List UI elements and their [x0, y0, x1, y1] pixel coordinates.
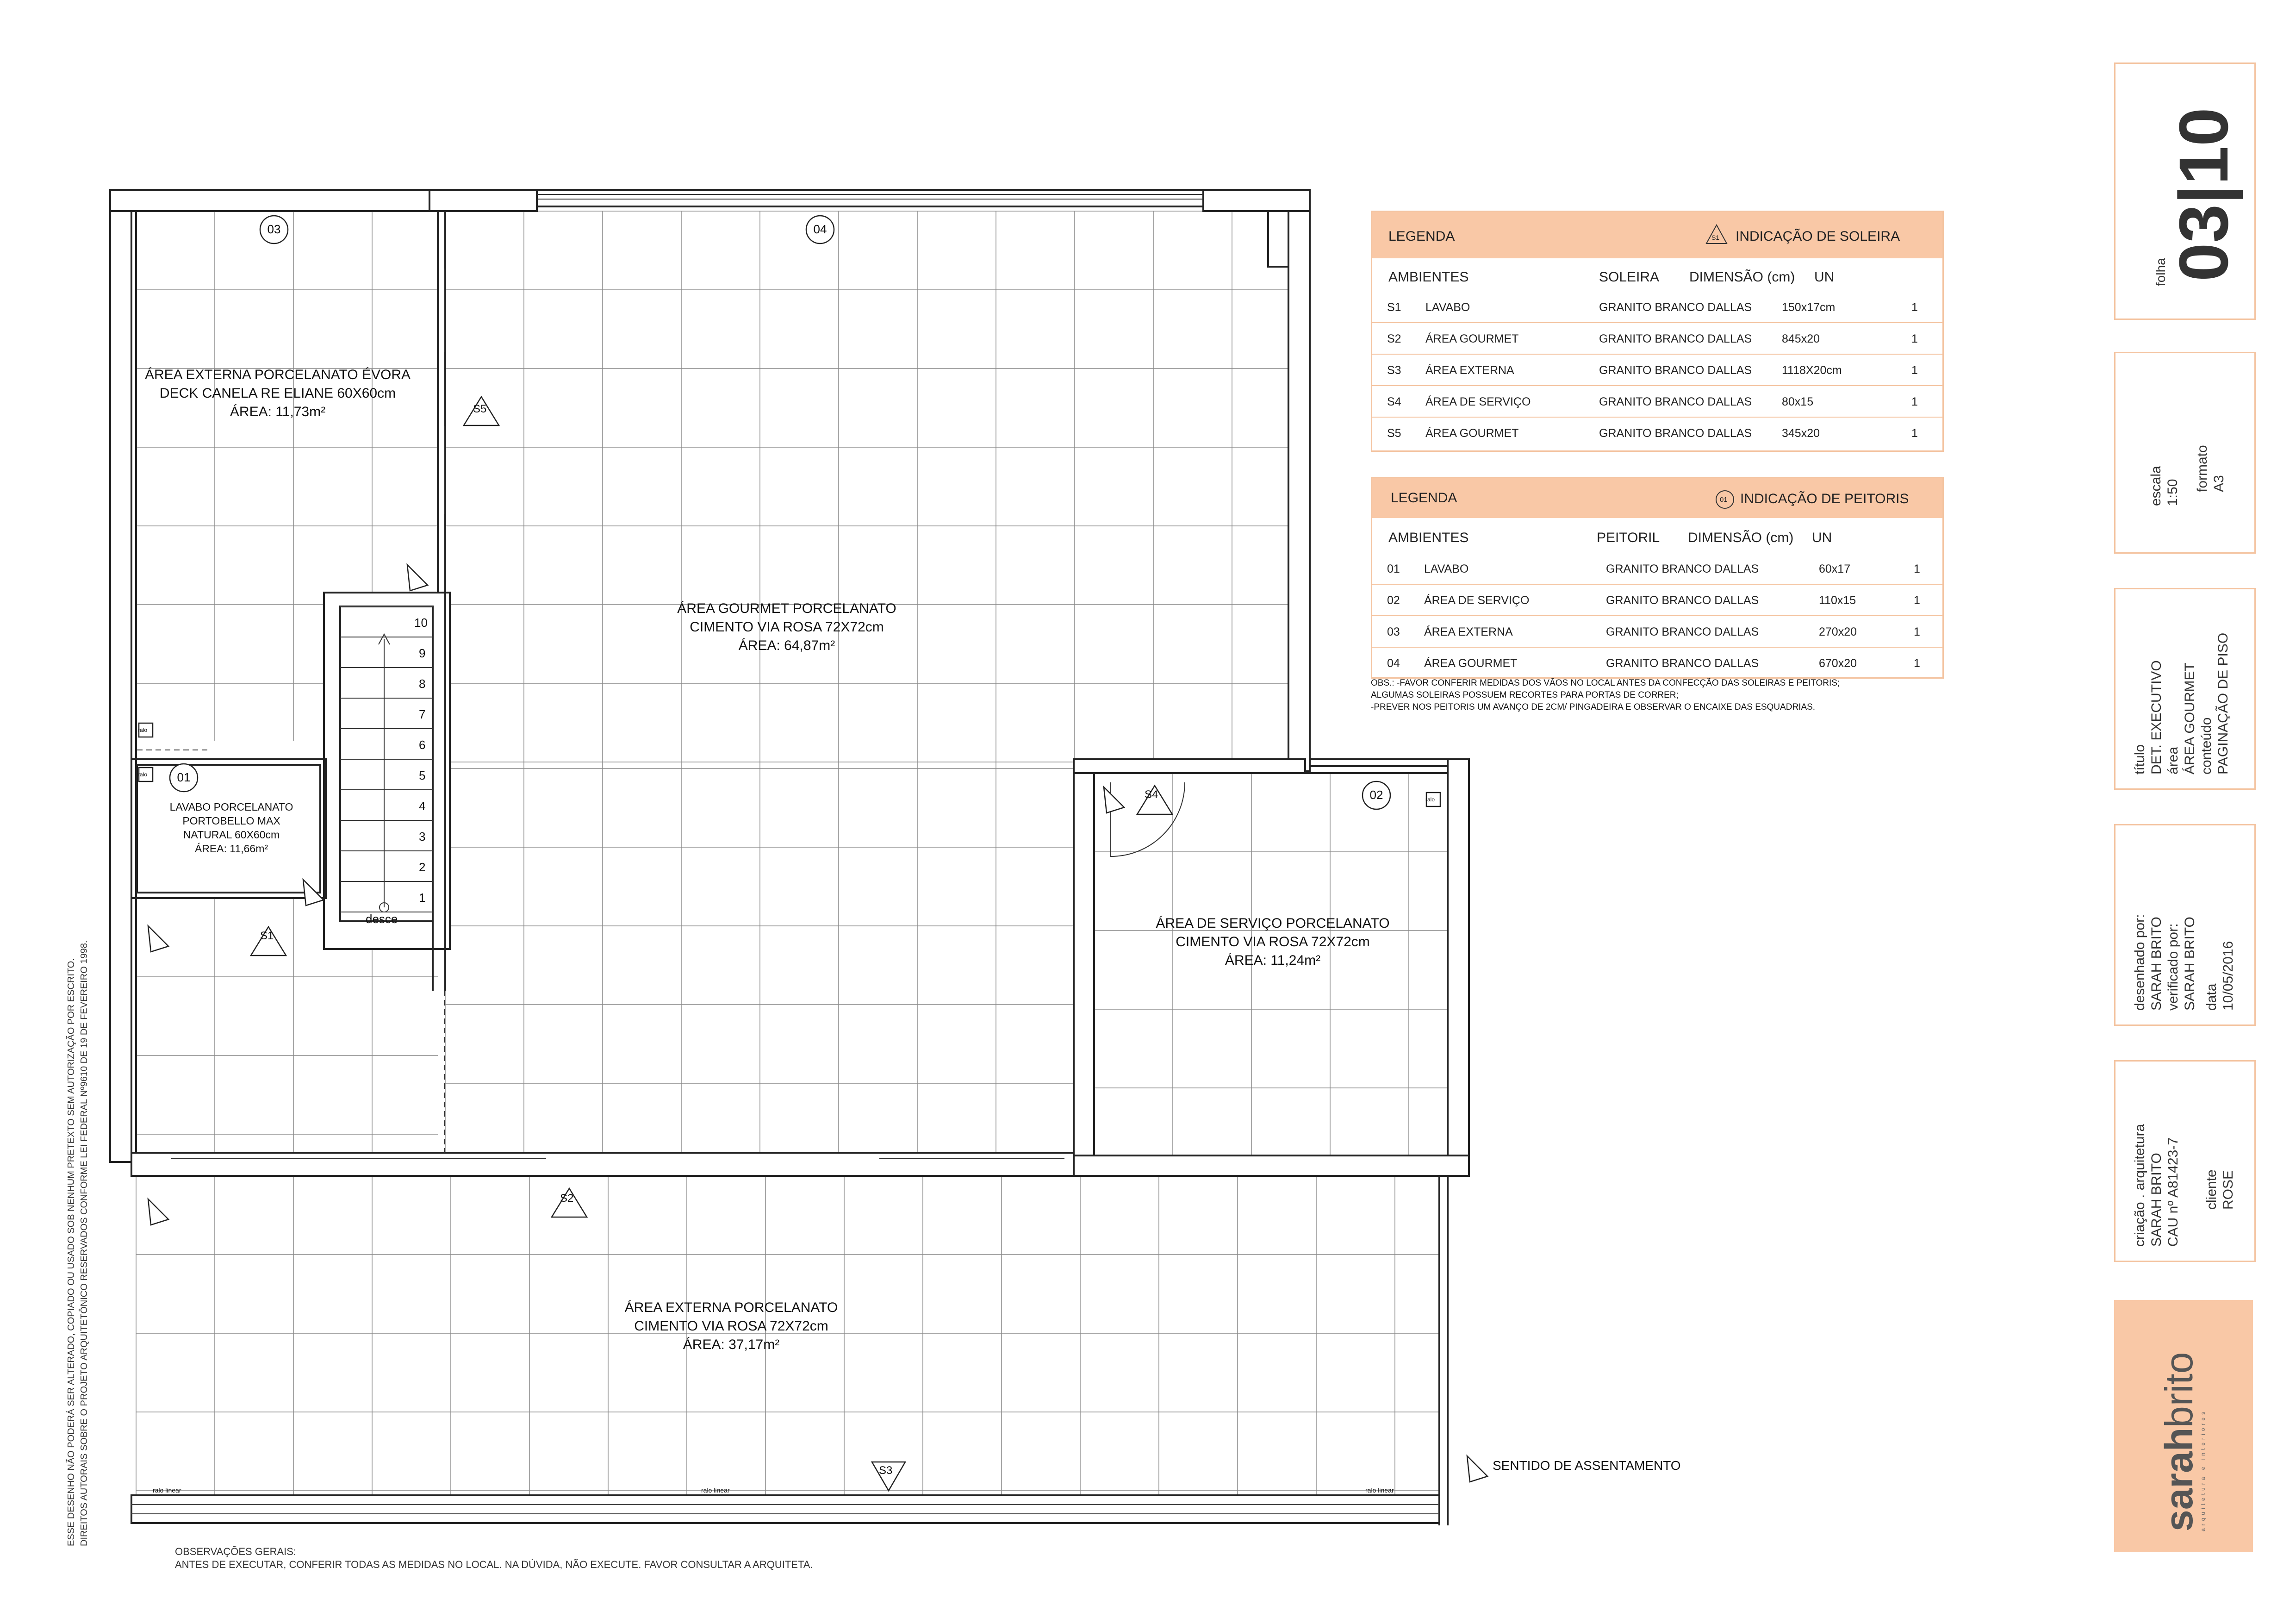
legend-soleira-rows [1372, 292, 1942, 448]
legend-peitoril-header [1372, 478, 1942, 518]
legend-cell: ÁREA GOURMET [1424, 657, 1518, 670]
stair-step-number: 4 [419, 799, 426, 813]
stair-step-number: 5 [419, 768, 426, 782]
legend-cell: GRANITO BRANCO DALLAS [1606, 625, 1759, 638]
brand-a: sarah [2157, 1427, 2201, 1531]
legend-cell: ÁREA GOURMET [1425, 332, 1519, 345]
verificado-value: SARAH BRITO [2182, 917, 2197, 1011]
brand-wordmark [2158, 1352, 2200, 1531]
brand-logo [2114, 1300, 2253, 1552]
room-number-03: 03 [267, 222, 281, 236]
title-block-autoria [2114, 824, 2256, 1026]
legend-cell: 03 [1387, 625, 1400, 638]
cliente-value: ROSE [2221, 1170, 2236, 1210]
legend-peitoril-columns [1372, 518, 1942, 553]
ralo-label-2: ralo [138, 771, 148, 778]
sentido-arrow-icon [1104, 787, 1124, 813]
legend-cell: GRANITO BRANCO DALLAS [1606, 594, 1759, 607]
brand-b: brito [2157, 1352, 2201, 1428]
legend-cell: 845x20 [1782, 332, 1820, 345]
ralo-label-1: ralo [138, 727, 148, 733]
legend-peitoril-indicator: INDICAÇÃO DE PEITORIS [1740, 491, 1909, 506]
room-label-01: LAVABO PORCELANATO PORTOBELLO MAX NATURAL 60X60cm ÁREA: 11,66m² [169, 801, 293, 855]
formato-block [2194, 445, 2228, 492]
legend-cell: ÁREA EXTERNA [1425, 364, 1514, 377]
legend-cell: 1 [1911, 427, 1918, 440]
legend-peitoril [1371, 477, 1944, 679]
legend-soleira-columns [1372, 258, 1942, 292]
legend-cell: LAVABO [1425, 301, 1470, 314]
folha-label: folha [2153, 258, 2168, 286]
col-ambientes: AMBIENTES [1388, 269, 1469, 285]
room-number-01: 01 [177, 770, 191, 784]
legend-cell: 670x20 [1819, 657, 1857, 670]
legend-cell: 80x15 [1782, 395, 1814, 408]
legend-soleira-title: LEGENDA [1388, 229, 1455, 244]
marker-s4: S4 [1145, 788, 1158, 801]
room-number-02: 02 [1369, 788, 1383, 802]
legend-soleira-indicator: INDICAÇÃO DE SOLEIRA [1736, 229, 1900, 244]
legend-cell: ÁREA DE SERVIÇO [1424, 594, 1530, 607]
tile-grid-room-04 [445, 211, 1288, 768]
escala-label: escala [2148, 466, 2164, 506]
brand-tagline: arquitetura e interiores [2200, 1409, 2206, 1531]
legend-row [1372, 292, 1942, 323]
legend-cell: GRANITO BRANCO DALLAS [1599, 427, 1752, 440]
conteudo-value: PAGINAÇÃO DE PISO [2215, 632, 2231, 775]
sentido-arrow-icon [1467, 1456, 1487, 1482]
legend-cell: ÁREA GOURMET [1425, 427, 1519, 440]
folha-number: 03|10 [2165, 107, 2242, 281]
data-block [2203, 941, 2237, 1011]
cliente-block [2203, 1169, 2237, 1210]
ralo-linear-label-1: ralo linear [153, 1487, 181, 1494]
cliente-label: cliente [2204, 1169, 2219, 1210]
ralo-linear-label-3: ralo linear [1365, 1487, 1394, 1494]
legend-cell: GRANITO BRANCO DALLAS [1599, 364, 1752, 377]
legend-cell: 1 [1914, 562, 1920, 575]
legend-cell: 345x20 [1782, 427, 1820, 440]
criacao-block [2132, 1124, 2182, 1247]
autoria-block [2132, 914, 2198, 1011]
criacao-label: criação . arquitetura [2132, 1124, 2147, 1247]
legend-soleira-symbol: S1 [1711, 234, 1720, 241]
legend-obs: OBS.: -FAVOR CONFERIR MEDIDAS DOS VÃOS NO LOCAL ANTES DA CONFECÇÃO DAS SOLEIRAS E PEITORIS; ALGUMAS SOLEIRAS POSSUEM RECORTES PARA PORTAS DE CORRER; -PREVER NOS PEITORIS UM AVANÇO DE 2CM/ PINGADEIRA E OBSERVAR O ENCAIXE DAS ESQUADRIAS. [1371, 678, 1840, 712]
legend-cell: S5 [1387, 427, 1401, 440]
room-label-external: ÁREA EXTERNA PORCELANATO CIMENTO VIA ROSA 72X72cm ÁREA: 37,17m² [624, 1300, 838, 1352]
marker-s1: S1 [260, 930, 274, 942]
escala-block [2148, 466, 2181, 506]
col-soleira: SOLEIRA [1599, 269, 1660, 285]
legend-soleira [1371, 211, 1944, 452]
legend-cell: 01 [1387, 562, 1400, 575]
legend-cell: 270x20 [1819, 625, 1857, 638]
legend-cell: S3 [1387, 364, 1401, 377]
legend-row [1372, 355, 1942, 386]
titulo-block [2132, 633, 2232, 775]
col-un: UN [1812, 530, 1832, 545]
legend-peitoril-rows [1372, 553, 1942, 678]
title-block-titulo [2114, 588, 2256, 790]
stair-step-number: 9 [419, 646, 426, 660]
formato-label: formato [2195, 445, 2210, 492]
legend-cell: 1 [1911, 395, 1918, 408]
stair-step-number: 3 [419, 830, 426, 843]
legend-cell: S4 [1387, 395, 1401, 408]
legend-cell: 110x15 [1819, 594, 1856, 607]
title-block-criacao [2114, 1060, 2256, 1262]
criacao-value: SARAH BRITO [2149, 1153, 2164, 1247]
legend-cell: 1 [1911, 364, 1918, 377]
legend-soleira-header [1372, 212, 1942, 258]
verificado-label: verificado por: [2165, 923, 2181, 1011]
tile-grid-gourmet-lower [445, 768, 1074, 1153]
legend-row [1372, 323, 1942, 355]
stair-step-number: 8 [419, 677, 426, 691]
stair-step-number: 6 [419, 738, 426, 752]
desenhado-value: SARAH BRITO [2149, 917, 2164, 1011]
legend-peitoril-title: LEGENDA [1391, 490, 1457, 506]
legend-cell: GRANITO BRANCO DALLAS [1599, 332, 1752, 345]
marker-s5: S5 [473, 403, 487, 415]
stair-step-number: 1 [419, 891, 426, 905]
legend-cell: 1 [1914, 625, 1920, 638]
legend-cell: 1118X20cm [1782, 364, 1842, 377]
sentido-arrow-icon [407, 565, 428, 591]
room-label-03: ÁREA EXTERNA PORCELANATO ÉVORA DECK CANELA RE ELIANE 60X60cm ÁREA: 11,73m² [144, 367, 411, 419]
legend-cell: 1 [1911, 301, 1918, 314]
col-un: UN [1814, 269, 1835, 285]
legend-cell: ÁREA DE SERVIÇO [1425, 395, 1531, 408]
area-value: ÁREA GOURMET [2182, 662, 2197, 775]
sentido-label: SENTIDO DE ASSENTAMENTO [1493, 1458, 1681, 1473]
sentido-arrow-icon [148, 1199, 168, 1225]
col-ambientes: AMBIENTES [1388, 530, 1469, 545]
titulo-label: título [2132, 744, 2147, 775]
legend-cell: GRANITO BRANCO DALLAS [1606, 657, 1759, 670]
legend-row [1372, 648, 1942, 678]
stair-direction-label: desce [366, 912, 398, 926]
col-dimensao: DIMENSÃO (cm) [1689, 269, 1795, 285]
legend-cell: GRANITO BRANCO DALLAS [1599, 301, 1752, 314]
room-label-02: ÁREA DE SERVIÇO PORCELANATO CIMENTO VIA ROSA 72X72cm ÁREA: 11,24m² [1156, 916, 1390, 968]
ralo-label-3: ralo [1425, 796, 1435, 803]
col-peitoril: PEITORIL [1597, 530, 1660, 545]
title-block-folha [2114, 62, 2256, 320]
legend-cell: 1 [1911, 332, 1918, 345]
ralo-linear-label-2: ralo linear [701, 1487, 730, 1494]
legend-cell: GRANITO BRANCO DALLAS [1599, 395, 1752, 408]
formato-value: A3 [2211, 475, 2227, 492]
legend-cell: 02 [1387, 594, 1400, 607]
data-label: data [2204, 983, 2219, 1011]
data-value: 10/05/2016 [2221, 941, 2236, 1011]
titulo-value: DET. EXECUTIVO [2149, 660, 2164, 775]
legend-peitoril-symbol: 01 [1720, 496, 1728, 504]
conteudo-label: conteúdo [2199, 717, 2214, 775]
legend-row [1372, 553, 1942, 585]
marker-s2: S2 [560, 1192, 574, 1205]
room-number-04: 04 [813, 222, 827, 236]
legend-row [1372, 585, 1942, 616]
room-label-04: ÁREA GOURMET PORCELANATO CIMENTO VIA ROSA 72X72cm ÁREA: 64,87m² [677, 601, 896, 653]
legend-cell: 1 [1914, 657, 1920, 670]
legend-row [1372, 418, 1942, 448]
copyright-notice: ESSE DESENHO NÃO PODERÁ SER ALTERADO, COPIADO OU USADO SOB NENHUM PRETEXTO SEM AUTORIZAÇÃO POR ESCRITO. DIREITOS AUTORAIS SOBRE O PROJETO ARQUITETÔNICO RESERVADOS CONFORME LEI FEDERAL Nº9610 DE 19 DE FEVEREIRO 1998. [66, 940, 89, 1546]
title-block-escala [2114, 352, 2256, 554]
legend-cell: 04 [1387, 657, 1400, 670]
legend-cell: 150x17cm [1782, 301, 1836, 314]
legend-cell: S2 [1387, 332, 1401, 345]
legend-row [1372, 616, 1942, 648]
legend-cell: GRANITO BRANCO DALLAS [1606, 562, 1759, 575]
sentido-arrow-icon [148, 926, 168, 952]
col-dimensao: DIMENSÃO (cm) [1688, 530, 1794, 545]
general-notes: OBSERVAÇÕES GERAIS: ANTES DE EXECUTAR, CONFERIR TODAS AS MEDIDAS NO LOCAL. NA DÚVIDA, NÃO EXECUTE. FAVOR CONSULTAR A ARQUITETA. [175, 1546, 813, 1570]
legend-cell: ÁREA EXTERNA [1424, 625, 1513, 638]
area-label: área [2165, 746, 2181, 775]
stair-step-number: 7 [419, 707, 426, 721]
cau-value: CAU nº A81423-7 [2165, 1137, 2181, 1247]
legend-row [1372, 386, 1942, 418]
stair-step-number: 2 [419, 860, 426, 874]
legend-cell: 1 [1914, 594, 1920, 607]
openings [137, 194, 1203, 1158]
marker-s3: S3 [879, 1464, 893, 1477]
desenhado-label: desenhado por: [2132, 914, 2147, 1011]
legend-cell: S1 [1387, 301, 1401, 314]
legend-cell: LAVABO [1424, 562, 1469, 575]
escala-value: 1:50 [2165, 479, 2180, 506]
stair-step-number: 10 [414, 616, 428, 630]
legend-cell: 60x17 [1819, 562, 1851, 575]
